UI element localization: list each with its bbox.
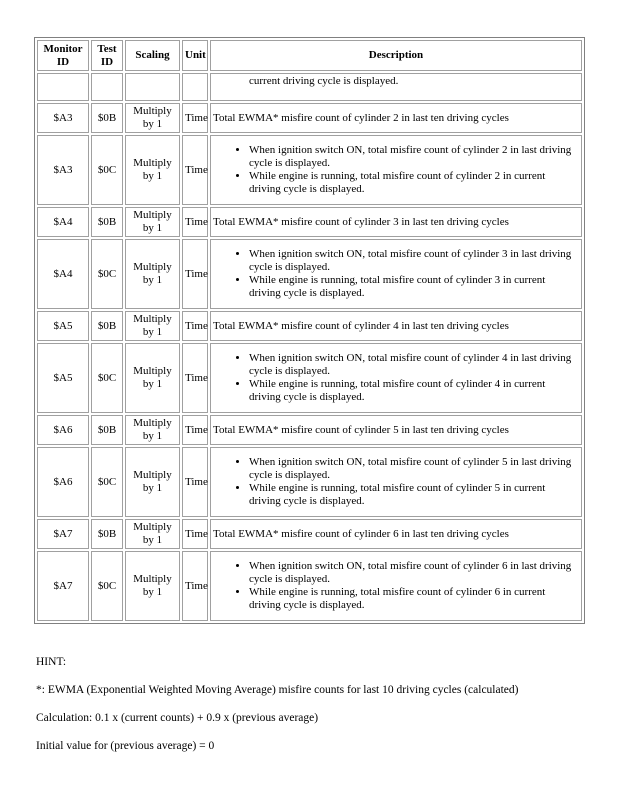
- description-bullet-list: [213, 456, 579, 508]
- cell-test-id: $0B: [91, 103, 123, 133]
- table-row: [37, 239, 582, 309]
- cell-monitor-id: $A4: [37, 239, 89, 309]
- cell-test-id: $0B: [91, 207, 123, 237]
- description-bullet: • While engine is running, total misfire count of cylinder 3 in current driving cycle is displayed.: [249, 274, 579, 300]
- cell-scaling: Multiply by 1: [125, 551, 180, 621]
- hint-initial-value: Initial value for (previous average) = 0: [36, 740, 215, 752]
- cell-test-id: $0C: [91, 239, 123, 309]
- description-bullet: • While engine is running, total misfire count of cylinder 4 in current driving cycle is displayed.: [249, 378, 579, 404]
- cell-description: Total EWMA* misfire count of cylinder 5 in last ten driving cycles: [210, 415, 582, 445]
- cell-scaling: Multiply by 1: [125, 103, 180, 133]
- table-row-continued: [37, 73, 582, 101]
- cell-scaling: Multiply by 1: [125, 311, 180, 341]
- description-bullet: • While engine is running, total misfire count of cylinder 5 in current driving cycle is displayed.: [249, 482, 579, 508]
- cell-empty: [125, 73, 180, 101]
- table-row: [37, 135, 582, 205]
- cell-test-id: $0C: [91, 135, 123, 205]
- description-bullet: • When ignition switch ON, total misfire count of cylinder 5 in last driving cycle is displayed.: [249, 456, 579, 482]
- cell-description: [210, 239, 582, 309]
- cell-description: [210, 447, 582, 517]
- cell-test-id: $0B: [91, 311, 123, 341]
- cell-description: Total EWMA* misfire count of cylinder 3 in last ten driving cycles: [210, 207, 582, 237]
- cell-scaling: Multiply by 1: [125, 343, 180, 413]
- cell-empty: [37, 73, 89, 101]
- description-bullet: • While engine is running, total misfire count of cylinder 2 in current driving cycle is displayed.: [249, 170, 579, 196]
- cell-monitor-id: $A5: [37, 343, 89, 413]
- description-bullet: • When ignition switch ON, total misfire count of cylinder 2 in last driving cycle is displayed.: [249, 144, 579, 170]
- cell-unit: Time: [182, 551, 208, 621]
- monitor-table: [34, 37, 585, 624]
- cell-monitor-id: $A5: [37, 311, 89, 341]
- cell-description-continued: current driving cycle is displayed.: [210, 73, 582, 101]
- table-row: [37, 311, 582, 341]
- description-bullet: • While engine is running, total misfire count of cylinder 6 in current driving cycle is displayed.: [249, 586, 579, 612]
- description-bullet-list: [213, 248, 579, 300]
- cell-description: [210, 551, 582, 621]
- hint-calculation: Calculation: 0.1 x (current counts) + 0.9 x (previous average): [36, 712, 319, 724]
- cell-scaling: Multiply by 1: [125, 519, 180, 549]
- cell-description: Total EWMA* misfire count of cylinder 6 in last ten driving cycles: [210, 519, 582, 549]
- cell-monitor-id: $A6: [37, 447, 89, 517]
- table-row: [37, 447, 582, 517]
- cell-scaling: Multiply by 1: [125, 135, 180, 205]
- cell-unit: Time: [182, 519, 208, 549]
- cell-empty: [91, 73, 123, 101]
- cell-test-id: $0C: [91, 551, 123, 621]
- header-test-id: Test ID: [91, 40, 123, 71]
- header-unit: Unit: [182, 40, 208, 71]
- table-header-row: [37, 40, 582, 71]
- cell-scaling: Multiply by 1: [125, 207, 180, 237]
- cell-test-id: $0B: [91, 519, 123, 549]
- cell-description: [210, 135, 582, 205]
- description-bullet-list: [213, 144, 579, 196]
- cell-unit: Time: [182, 415, 208, 445]
- hint-title: HINT:: [36, 656, 67, 668]
- cell-unit: Time: [182, 343, 208, 413]
- cell-description: [210, 343, 582, 413]
- cell-scaling: Multiply by 1: [125, 415, 180, 445]
- table-row: [37, 343, 582, 413]
- cell-test-id: $0C: [91, 343, 123, 413]
- table-row: [37, 551, 582, 621]
- description-bullet: • When ignition switch ON, total misfire count of cylinder 3 in last driving cycle is displayed.: [249, 248, 579, 274]
- cell-empty: [182, 73, 208, 101]
- cell-monitor-id: $A3: [37, 135, 89, 205]
- cell-unit: Time: [182, 103, 208, 133]
- cell-scaling: Multiply by 1: [125, 239, 180, 309]
- description-bullet-list: [213, 352, 579, 404]
- table-row: [37, 519, 582, 549]
- cell-monitor-id: $A3: [37, 103, 89, 133]
- cell-test-id: $0B: [91, 415, 123, 445]
- description-bullet: • When ignition switch ON, total misfire count of cylinder 4 in last driving cycle is displayed.: [249, 352, 579, 378]
- hint-ewma-note: *: EWMA (Exponential Weighted Moving Average) misfire counts for last 10 driving cycles (calculated): [36, 684, 519, 696]
- cell-scaling: Multiply by 1: [125, 447, 180, 517]
- cell-description: Total EWMA* misfire count of cylinder 4 in last ten driving cycles: [210, 311, 582, 341]
- cell-description: Total EWMA* misfire count of cylinder 2 in last ten driving cycles: [210, 103, 582, 133]
- cell-monitor-id: $A7: [37, 551, 89, 621]
- header-description: Description: [210, 40, 582, 71]
- table-row: [37, 207, 582, 237]
- table-row: [37, 103, 582, 133]
- cell-test-id: $0C: [91, 447, 123, 517]
- description-bullet: • When ignition switch ON, total misfire count of cylinder 6 in last driving cycle is displayed.: [249, 560, 579, 586]
- cell-unit: Time: [182, 239, 208, 309]
- cell-unit: Time: [182, 135, 208, 205]
- cell-monitor-id: $A4: [37, 207, 89, 237]
- cell-unit: Time: [182, 311, 208, 341]
- cell-monitor-id: $A7: [37, 519, 89, 549]
- description-bullet-list: [213, 560, 579, 612]
- cell-unit: Time: [182, 447, 208, 517]
- cell-unit: Time: [182, 207, 208, 237]
- table-row: [37, 415, 582, 445]
- header-scaling: Scaling: [125, 40, 180, 71]
- header-monitor-id: Monitor ID: [37, 40, 89, 71]
- cell-monitor-id: $A6: [37, 415, 89, 445]
